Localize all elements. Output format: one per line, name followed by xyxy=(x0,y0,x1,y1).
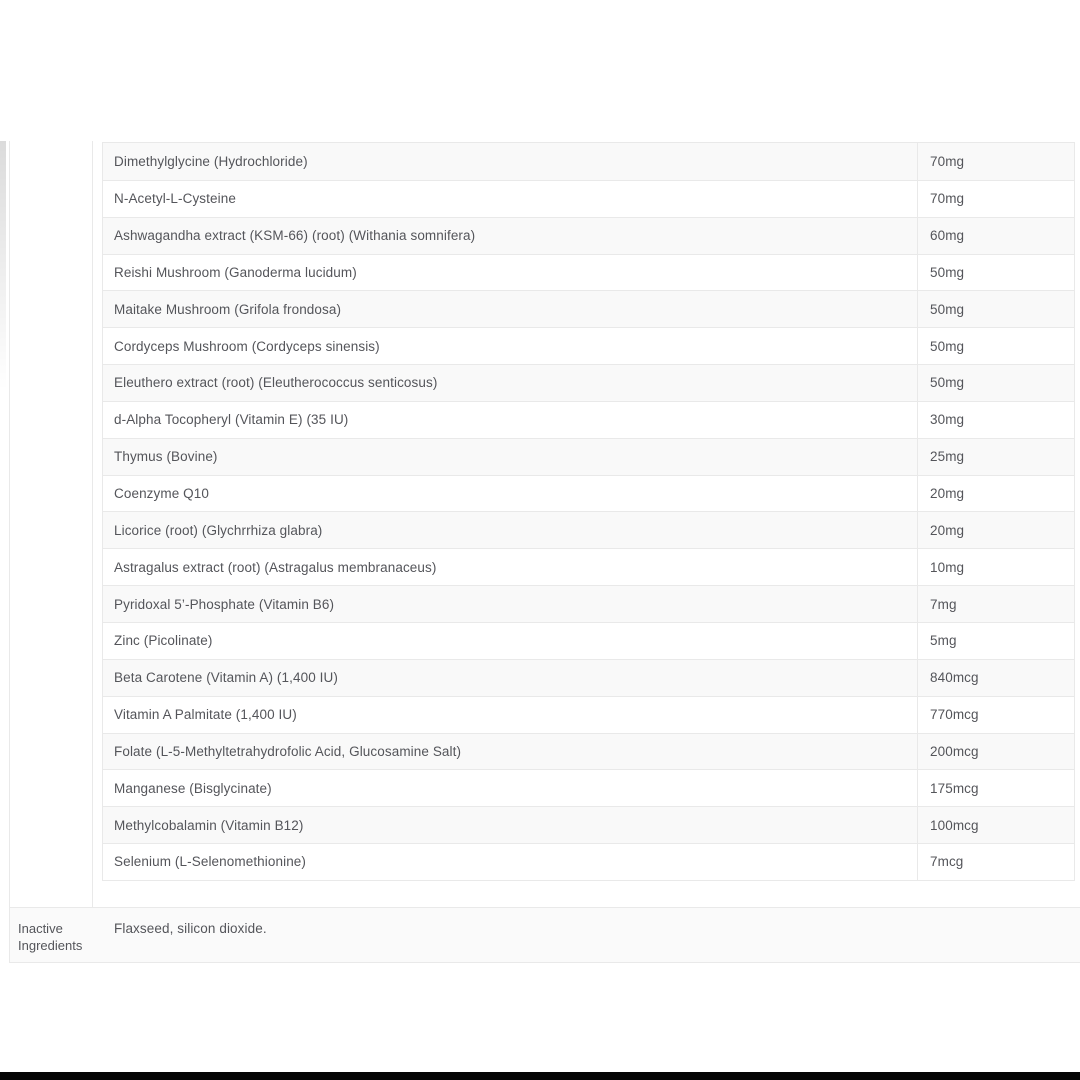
ingredient-amount-cell: 5mg xyxy=(917,623,1074,659)
ingredient-amount-cell: 50mg xyxy=(917,291,1074,327)
supplement-table xyxy=(102,142,1075,881)
ingredient-name-cell: Vitamin A Palmitate (1,400 IU) xyxy=(114,707,297,723)
table-row xyxy=(103,548,1074,585)
divider-above-inactive xyxy=(9,907,1080,908)
ingredient-amount-cell: 7mg xyxy=(917,586,1074,622)
table-row xyxy=(103,475,1074,512)
ingredient-amount-cell: 25mg xyxy=(917,439,1074,475)
ingredient-name-cell: Methylcobalamin (Vitamin B12) xyxy=(114,817,304,833)
ingredient-name-cell: Zinc (Picolinate) xyxy=(114,633,213,649)
table-row xyxy=(103,511,1074,548)
divider-below-inactive xyxy=(9,962,1080,963)
ingredient-name-cell: Eleuthero extract (root) (Eleutherococcus senticosus) xyxy=(114,375,438,391)
ingredient-amount-cell: 50mg xyxy=(917,365,1074,401)
table-row xyxy=(103,143,1074,180)
supplement-table-rows xyxy=(103,143,1074,880)
ingredient-name-cell: Cordyceps Mushroom (Cordyceps sinensis) xyxy=(114,338,380,354)
table-row xyxy=(103,290,1074,327)
ingredient-name-cell: Folate (L-5-Methyltetrahydrofolic Acid, Glucosamine Salt) xyxy=(114,743,462,759)
ingredient-name-cell: Dimethylglycine (Hydrochloride) xyxy=(114,153,308,169)
ingredient-name-cell: Selenium (L-Selenomethionine) xyxy=(114,854,307,870)
table-row xyxy=(103,659,1074,696)
table-row xyxy=(103,622,1074,659)
table-row xyxy=(103,585,1074,622)
ingredient-name-cell: Astragalus extract (root) (Astragalus membranaceus) xyxy=(114,559,437,575)
footer-bar xyxy=(0,1072,1080,1080)
ingredient-amount-cell: 100mcg xyxy=(917,807,1074,843)
ingredient-name-cell: Licorice (root) (Glychrrhiza glabra) xyxy=(114,522,323,538)
inactive-ingredients-label: Inactive Ingredients xyxy=(18,921,83,953)
table-row xyxy=(103,217,1074,254)
table-row xyxy=(103,364,1074,401)
inactive-ingredients-value: Flaxseed, silicon dioxide. xyxy=(114,921,267,936)
ingredient-amount-cell: 770mcg xyxy=(917,697,1074,733)
ingredient-amount-cell: 50mg xyxy=(917,328,1074,364)
ingredient-amount-cell: 20mg xyxy=(917,476,1074,512)
table-row xyxy=(103,769,1074,806)
table-row xyxy=(103,180,1074,217)
ingredient-name-cell: Thymus (Bovine) xyxy=(114,449,218,465)
ingredient-amount-cell: 50mg xyxy=(917,255,1074,291)
table-row xyxy=(103,438,1074,475)
ingredient-amount-cell: 30mg xyxy=(917,402,1074,438)
ingredient-name-cell: d-Alpha Tocopheryl (Vitamin E) (35 IU) xyxy=(114,412,349,428)
table-row xyxy=(103,327,1074,364)
label-column-divider xyxy=(92,141,93,962)
ingredient-amount-cell: 175mcg xyxy=(917,770,1074,806)
ingredient-amount-cell: 70mg xyxy=(917,143,1074,180)
ingredient-amount-cell: 20mg xyxy=(917,512,1074,548)
ingredient-name-cell: Beta Carotene (Vitamin A) (1,400 IU) xyxy=(114,670,338,686)
table-row xyxy=(103,843,1074,880)
ingredient-amount-cell: 840mcg xyxy=(917,660,1074,696)
ingredient-amount-cell: 200mcg xyxy=(917,734,1074,770)
ingredient-name-cell: Reishi Mushroom (Ganoderma lucidum) xyxy=(114,264,357,280)
table-row xyxy=(103,696,1074,733)
section-left-border xyxy=(9,141,10,962)
ingredient-amount-cell: 60mg xyxy=(917,218,1074,254)
table-row xyxy=(103,254,1074,291)
ingredient-amount-cell: 70mg xyxy=(917,181,1074,217)
table-row xyxy=(103,806,1074,843)
ingredient-name-cell: Manganese (Bisglycinate) xyxy=(114,780,272,796)
table-row xyxy=(103,733,1074,770)
ingredient-name-cell: N-Acetyl-L-Cysteine xyxy=(114,191,236,207)
left-scroll-shadow xyxy=(0,141,6,391)
table-row xyxy=(103,401,1074,438)
ingredient-amount-cell: 7mcg xyxy=(917,844,1074,880)
ingredient-name-cell: Ashwagandha extract (KSM-66) (root) (Withania somnifera) xyxy=(114,228,476,244)
ingredient-amount-cell: 10mg xyxy=(917,549,1074,585)
ingredient-name-cell: Coenzyme Q10 xyxy=(114,486,209,502)
ingredient-name-cell: Pyridoxal 5’-Phosphate (Vitamin B6) xyxy=(114,596,335,612)
ingredient-name-cell: Maitake Mushroom (Grifola frondosa) xyxy=(114,301,342,317)
